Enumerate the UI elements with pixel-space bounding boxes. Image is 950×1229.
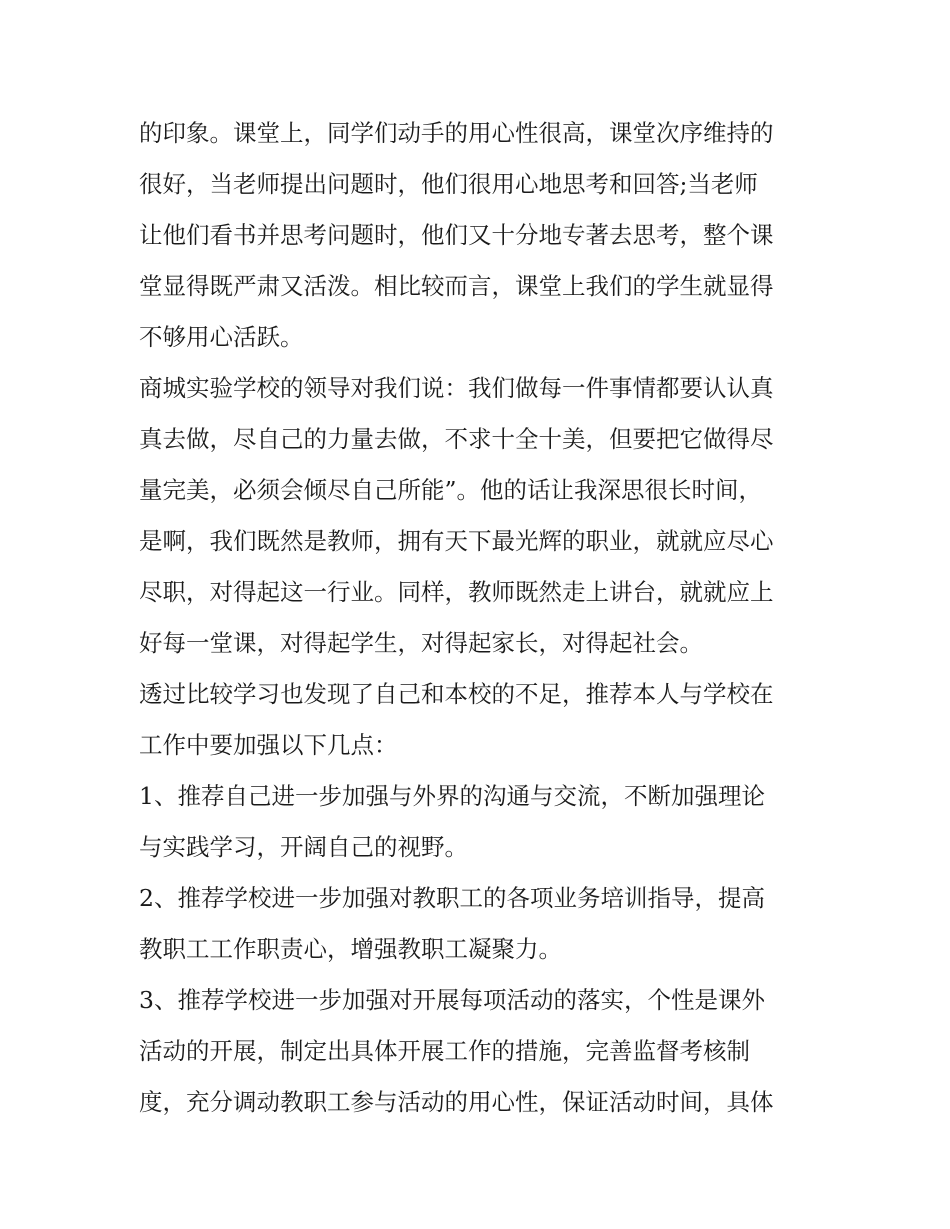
text-line: 商城实验学校的领导对我们说：我们做每一件事情都要认认真 [139,374,774,402]
text-line: 让他们看书并思考问题时，他们又十分地专著去思考，整个课 [139,221,774,249]
document-body [139,108,819,1128]
text-line: 与实践学习，开阔自己的视野。 [139,833,468,861]
text-line: 度，充分调动教职工参与活动的用心性，保证活动时间，具体 [139,1088,774,1116]
text-line: 3、推荐学校进一步加强对开展每项活动的落实，个性是课外 [139,986,765,1014]
paragraph-shortcomings [139,669,819,771]
text-line: 堂显得既严肃又活泼。相比较而言，课堂上我们的学生就显得 [139,272,774,300]
list-item-2 [139,873,819,975]
text-line: 2、推荐学校进一步加强对教职工的各项业务培训指导，提高 [139,884,765,912]
text-line: 透过比较学习也发现了自己和本校的不足，推荐本人与学校在 [139,680,774,708]
text-line: 1、推荐自己进一步加强与外界的沟通与交流，不断加强理论 [139,782,765,810]
text-line: 尽职，对得起这一行业。同样，教师既然走上讲台，就就应上 [139,578,774,606]
list-item-1 [139,771,819,873]
list-item-3 [139,975,819,1128]
text-line: 量完美，必须会倾尽自己所能”。他的话让我深思很长时间， [139,476,763,504]
text-line: 教职工工作职责心，增强教职工凝聚力。 [139,935,562,963]
text-line: 活动的开展，制定出具体开展工作的措施，完善监督考核制 [139,1037,750,1065]
text-line: 的印象。课堂上，同学们动手的用心性很高，课堂次序维持的 [139,119,774,147]
text-line: 很好，当老师提出问题时，他们很用心地思考和回答;当老师 [139,170,758,198]
paragraph-leader-quote [139,363,819,669]
text-line: 好每一堂课，对得起学生，对得起家长，对得起社会。 [139,629,703,657]
text-line: 不够用心活跃。 [139,323,304,351]
text-line: 是啊，我们既然是教师，拥有天下最光辉的职业，就就应尽心 [139,527,774,555]
text-line: 真去做，尽自己的力量去做，不求十全十美，但要把它做得尽 [139,425,774,453]
text-line: 工作中要加强以下几点： [139,731,398,759]
paragraph-classroom-impression [139,108,819,363]
